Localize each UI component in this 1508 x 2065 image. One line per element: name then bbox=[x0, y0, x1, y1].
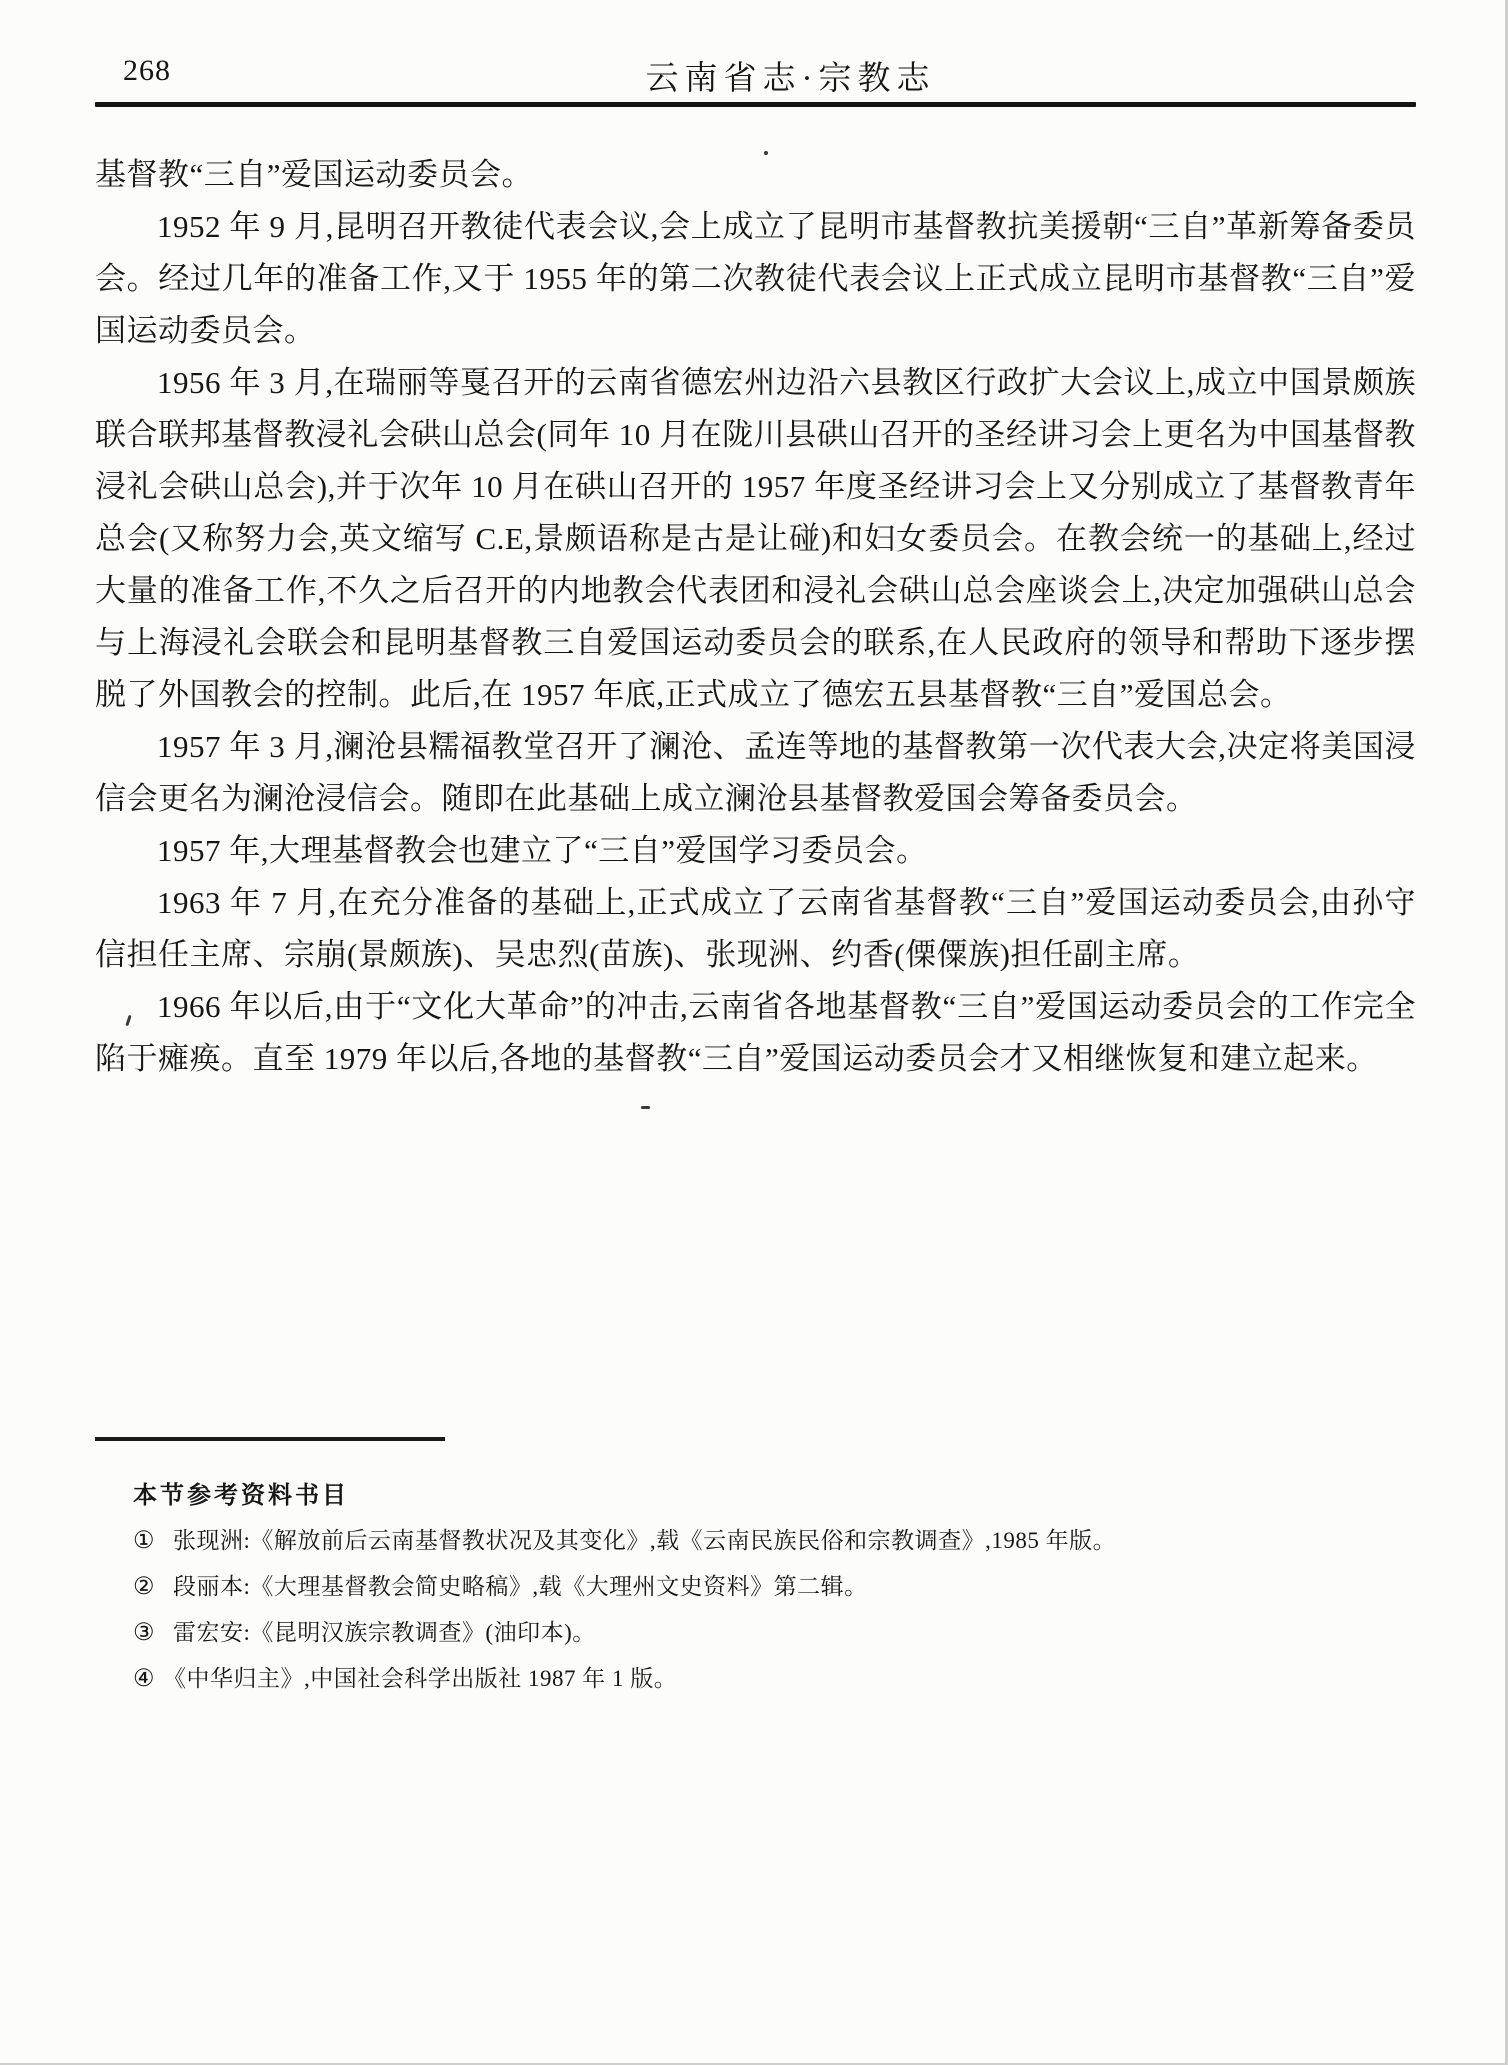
page-header bbox=[95, 50, 1416, 100]
paragraph-1966: 1966 年以后,由于“文化大革命”的冲击,云南省各地基督教“三自”爱国运动委员会的工作完全陷于瘫痪。直至 1979 年以后,各地的基督教“三自”爱国运动委员会才又相继恢复和建立起来。 bbox=[95, 989, 1416, 1076]
footnote-marker-3: ③ bbox=[133, 1620, 156, 1646]
paragraph-1957-march: 1957 年 3 月,澜沧县糯福教堂召开了澜沧、孟连等地的基督教第一次代表大会,决定将美国浸信会更名为澜沧浸信会。随即在此基础上成立澜沧县基督教爱国会筹备委员会。 bbox=[95, 729, 1416, 816]
footnote-item-3 bbox=[133, 1618, 1416, 1648]
scan-speck bbox=[641, 1106, 650, 1109]
scan-speck bbox=[764, 151, 768, 155]
footnote-divider-rule bbox=[95, 1437, 445, 1441]
body-text bbox=[95, 149, 1416, 1085]
footnote-marker-4: ④ bbox=[133, 1666, 156, 1692]
footnote-text-4: 《中华归主》,中国社会科学出版社 1987 年 1 版。 bbox=[163, 1666, 678, 1691]
page-number: 268 bbox=[123, 54, 171, 87]
footnote-text-3: 雷宏安:《昆明汉族宗教调查》(油印本)。 bbox=[173, 1620, 596, 1645]
footnote-text-1: 张现洲:《解放前后云南基督教状况及其变化》,载《云南民族民俗和宗教调查》,1985 年版。 bbox=[173, 1528, 1117, 1553]
footnote-item-4 bbox=[133, 1664, 1416, 1694]
footnotes-section bbox=[95, 1437, 1416, 1694]
page-header-title: 云南省志·宗教志 bbox=[645, 61, 936, 97]
footnote-marker-1: ① bbox=[133, 1528, 156, 1554]
header-rule bbox=[95, 102, 1416, 107]
footnote-item-2 bbox=[133, 1572, 1416, 1602]
footnote-marker-2: ② bbox=[133, 1574, 156, 1600]
footnote-text-2: 段丽本:《大理基督教会简史略稿》,载《大理州文史资料》第二辑。 bbox=[173, 1574, 868, 1599]
paragraph-1952: 1952 年 9 月,昆明召开教徒代表会议,会上成立了昆明市基督教抗美援朝“三自”革新筹备委员会。经过几年的准备工作,又于 1955 年的第二次教徒代表会议上正式成立昆明市基督教“三自”爱国运动委员会。 bbox=[95, 209, 1416, 348]
paragraph-1963: 1963 年 7 月,在充分准备的基础上,正式成立了云南省基督教“三自”爱国运动委员会,由孙守信担任主席、宗崩(景颇族)、吴忠烈(苗族)、张现洲、约香(傈僳族)担任副主席。 bbox=[95, 885, 1416, 972]
footnote-item-1 bbox=[133, 1526, 1416, 1556]
paragraph-continuation: 基督教“三自”爱国运动委员会。 bbox=[95, 157, 534, 192]
paragraph-1956: 1956 年 3 月,在瑞丽等戛召开的云南省德宏州边沿六县教区行政扩大会议上,成立中国景颇族联合联邦基督教浸礼会硔山总会(同年 10 月在陇川县硔山召开的圣经讲习会上更名为中国基督教浸礼会硔山总会),并于次年 10 月在硔山召开的 1957 年度圣经讲习会上又分别成立了基督教青年总会(又称努力会,英文缩写 C.E,景颇语称是古是让碰)和妇女委员会。在教会统一的基础上,经过大量的准备工作,不久之后召开的内地教会代表团和浸礼会硔山总会座谈会上,决定加强硔山总会与上海浸礼会联会和昆明基督教三自爱国运动委员会的联系,在人民政府的领导和帮助下逐步摆脱了外国教会的控制。此后,在 1957 年底,正式成立了德宏五县基督教“三自”爱国总会。 bbox=[95, 365, 1416, 712]
paragraph-1957-dali: 1957 年,大理基督教会也建立了“三自”爱国学习委员会。 bbox=[157, 833, 928, 868]
footnotes-heading: 本节参考资料书目 bbox=[133, 1483, 349, 1509]
